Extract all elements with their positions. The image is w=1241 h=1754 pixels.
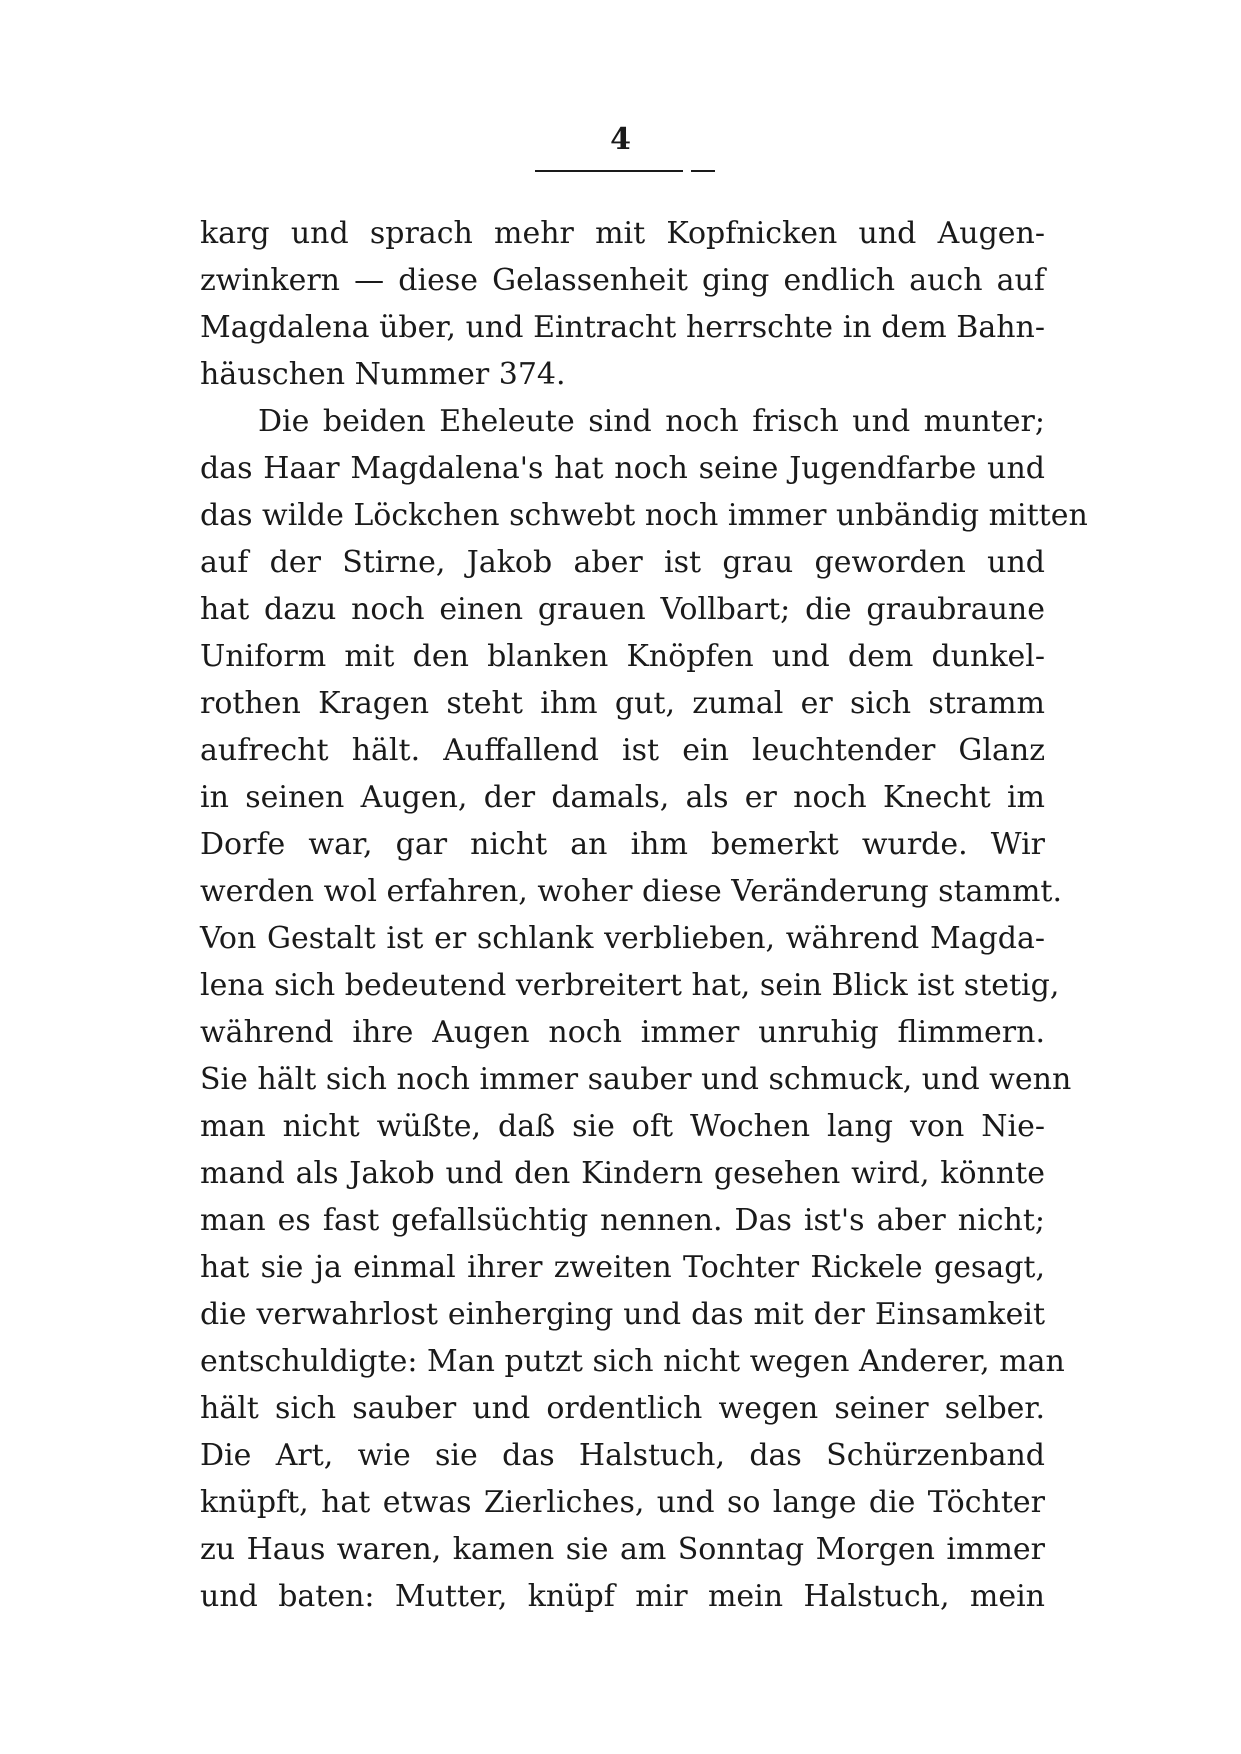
- text-line: zwinkern — diese Gelassenheit ging endlich auch auf: [200, 263, 1045, 298]
- text-line: das Haar Magdalena's hat noch seine Jugendfarbe und: [200, 451, 1045, 486]
- text-line: zu Haus waren, kamen sie am Sonntag Morgen immer: [200, 1532, 1045, 1567]
- text-line: Dorfe war, gar nicht an ihm bemerkt wurde. Wir: [200, 827, 1045, 862]
- text-line: Sie hält sich noch immer sauber und schmuck, und wenn: [200, 1062, 1072, 1097]
- text-line: das wilde Löckchen schwebt noch immer unbändig mitten: [200, 498, 1088, 533]
- text-line: man nicht wüßte, daß sie oft Wochen lang von Nie-: [200, 1109, 1045, 1144]
- text-line: auf der Stirne, Jakob aber ist grau geworden und: [200, 545, 1045, 580]
- text-line: aufrecht hält. Auffallend ist ein leuchtender Glanz: [200, 733, 1045, 768]
- text-line: und baten: Mutter, knüpf mir mein Halstuch, mein: [200, 1579, 1045, 1614]
- text-line: knüpft, hat etwas Zierliches, und so lange die Töchter: [200, 1485, 1045, 1520]
- text-line: in seinen Augen, der damals, als er noch Knecht im: [200, 780, 1045, 815]
- text-line: häuschen Nummer 374.: [200, 357, 566, 392]
- text-line: man es fast gefallsüchtig nennen. Das ist's aber nicht;: [200, 1203, 1045, 1238]
- text-line: Magdalena über, und Eintracht herrschte in dem Bahn-: [200, 310, 1045, 345]
- text-line: werden wol erfahren, woher diese Veränderung stammt.: [200, 874, 1063, 909]
- text-line: Von Gestalt ist er schlank verblieben, während Magda-: [200, 921, 1045, 956]
- text-line: während ihre Augen noch immer unruhig flimmern.: [200, 1015, 1045, 1050]
- header-rule-gap: [683, 167, 691, 173]
- text-line: mand als Jakob und den Kindern gesehen wird, könnte: [200, 1156, 1045, 1191]
- text-line: entschuldigte: Man putzt sich nicht wegen Anderer, man: [200, 1344, 1065, 1379]
- text-line: Die beiden Eheleute sind noch frisch und munter;: [258, 404, 1045, 439]
- body-text: [200, 210, 1088, 1620]
- text-line: die verwahrlost einherging und das mit der Einsamkeit: [200, 1297, 1045, 1332]
- text-line: hat dazu noch einen grauen Vollbart; die graubraune: [200, 592, 1045, 627]
- text-line: Uniform mit den blanken Knöpfen und dem dunkel-: [200, 639, 1045, 674]
- text-line: hält sich sauber und ordentlich wegen seiner selber.: [200, 1391, 1045, 1426]
- text-line: hat sie ja einmal ihrer zweiten Tochter Rickele gesagt,: [200, 1250, 1045, 1285]
- text-line: Die Art, wie sie das Halstuch, das Schürzenband: [200, 1438, 1045, 1473]
- text-line: lena sich bedeutend verbreitert hat, sein Blick ist stetig,: [200, 968, 1060, 1003]
- text-line: karg und sprach mehr mit Kopfnicken und Augen-: [200, 216, 1045, 251]
- page-number: 4: [610, 122, 631, 157]
- text-line: rothen Kragen steht ihm gut, zumal er sich stramm: [200, 686, 1045, 721]
